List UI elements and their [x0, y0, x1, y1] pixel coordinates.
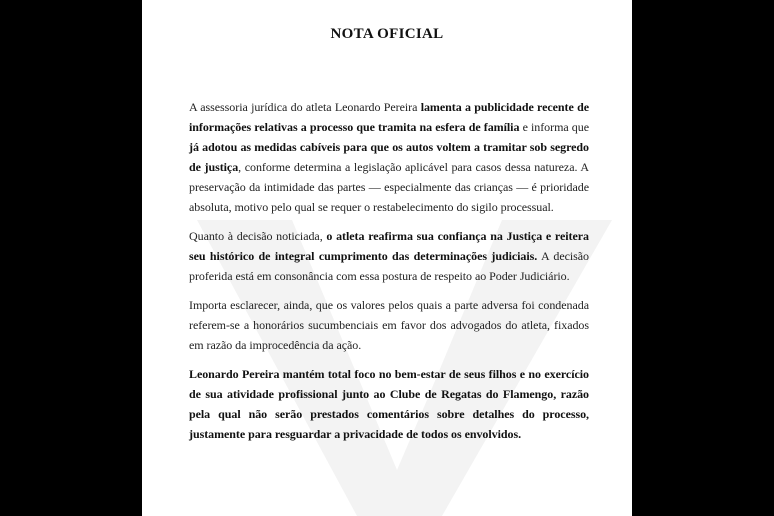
text-segment: e informa que — [519, 120, 589, 134]
text-segment: Quanto à decisão noticiada, — [189, 229, 327, 243]
document-title: NOTA OFICIAL — [330, 26, 444, 42]
bold-text: lamenta a publicidade recente de informações relativas a processo que tramita na esfera de família — [189, 100, 589, 134]
document-page — [142, 0, 632, 516]
paragraph-2 — [189, 226, 589, 286]
document-body — [189, 97, 589, 444]
bold-text: o atleta reafirma sua confiança na Justiça e reitera seu histórico de integral cumprimento das determinações judiciais. — [189, 229, 590, 263]
text-segment: A decisão proferida está em consonância com essa postura de respeito ao Poder Judiciário. — [189, 249, 589, 283]
text-segment: Importa esclarecer, ainda, que os valores pelos quais a parte adversa foi condenada referem-se a honorários sucumbenciais em favor dos advogados do atleta, fixados em razão da improcedência da ação. — [189, 298, 589, 352]
text-segment: A assessoria jurídica do atleta Leonardo Pereira — [189, 100, 421, 114]
bold-text: já adotou as medidas cabíveis para que os autos voltem a tramitar sob segredo de justiça — [189, 140, 589, 174]
bold-text: Leonardo Pereira mantém total foco no bem-estar de seus filhos e no exercício de sua atividade profissional junto ao Clube de Regatas do Flamengo, razão pela qual não serão prestados comentários sobre detalhes do processo, justamente para resguardar a privacidade de todos os envolvidos. — [189, 367, 589, 441]
paragraph-3 — [189, 295, 589, 355]
paragraph-1 — [189, 97, 589, 217]
text-segment: , conforme determina a legislação aplicável para casos dessa natureza. A preservação da intimidade das partes — especialmente das crianças — é prioridade absoluta, motivo pelo qual se requer o restabelecimento do sigilo processual. — [189, 160, 589, 214]
paragraph-4 — [189, 364, 589, 444]
